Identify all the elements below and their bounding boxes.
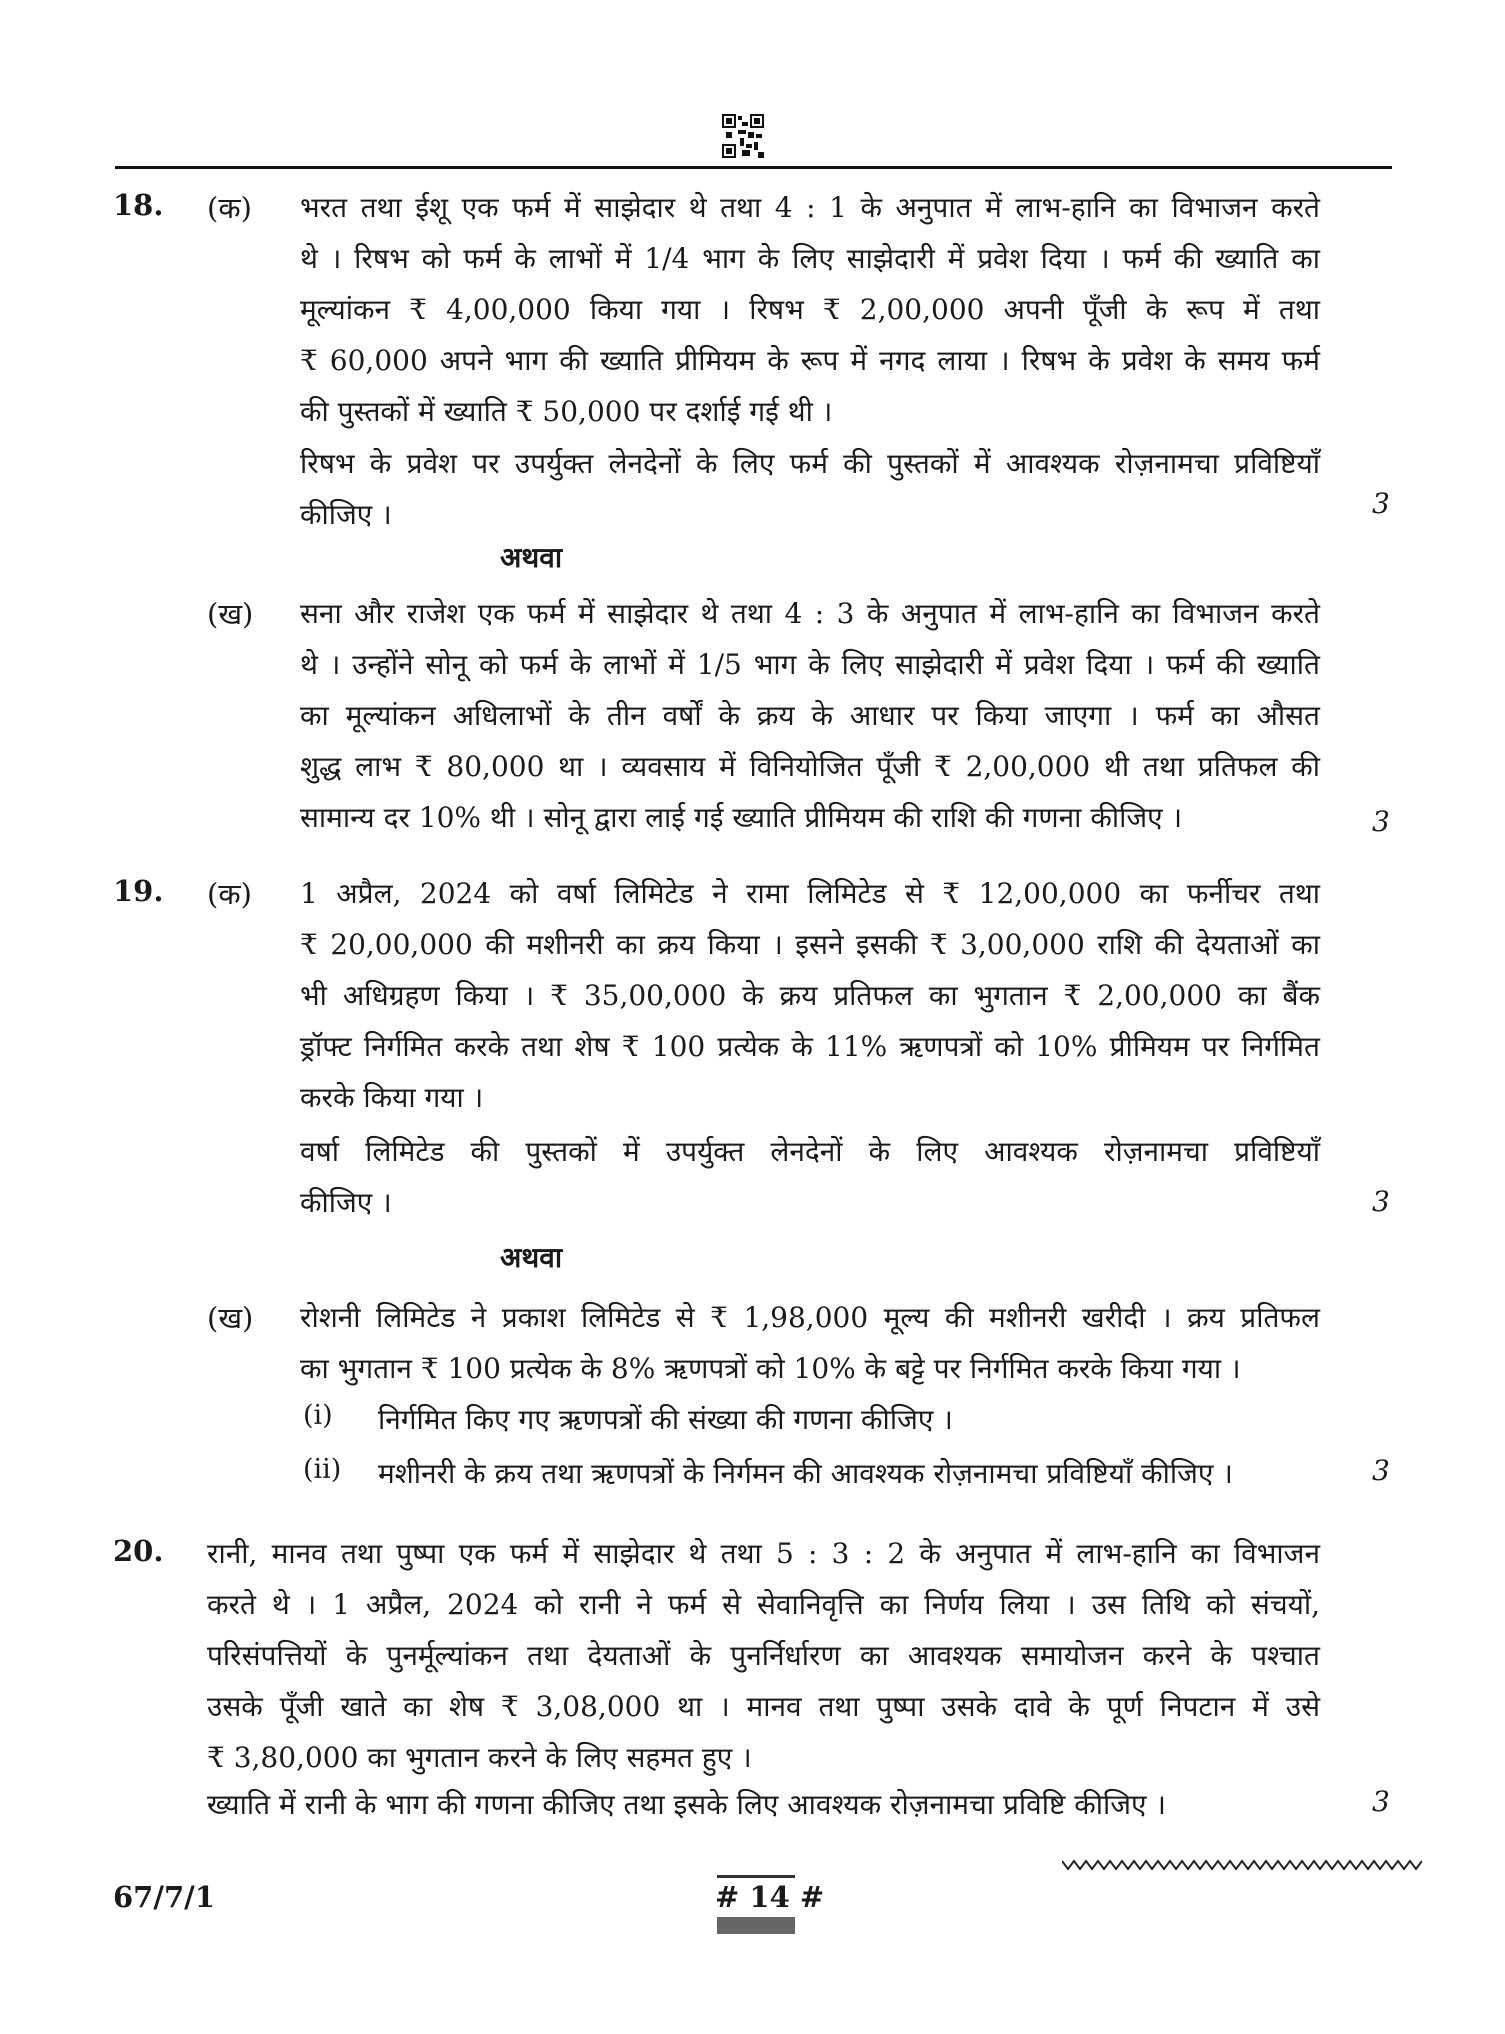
- q18-part-a-label: (क): [207, 191, 252, 225]
- text-line: मूल्यांकन ₹ 4,00,000 किया गया । रिषभ ₹ 2,00,000 अपनी पूँजी के रूप में तथा: [300, 293, 1320, 326]
- q19-part-b-text: [300, 1298, 1320, 1400]
- header-rule: [115, 166, 1392, 169]
- q19-part-b-label: (ख): [207, 1301, 254, 1335]
- text-line: शुद्ध लाभ ₹ 80,000 था । व्यवसाय में विनियोजित पूँजी ₹ 2,00,000 थी तथा प्रतिफल की: [300, 750, 1320, 783]
- question-number-19: 19.: [113, 874, 164, 908]
- question-number-18: 18.: [113, 188, 164, 222]
- text-line: की पुस्तकों में ख्याति ₹ 50,000 पर दर्शाई गई थी ।: [300, 395, 833, 428]
- q19-b-subpart-i-text: [378, 1400, 998, 1451]
- text-line: ड्रॉफ्ट निर्गमित करके तथा शेष ₹ 100 प्रत्येक के 11% ऋणपत्रों को 10% प्रीमियम पर निर्गमित: [300, 1030, 1320, 1063]
- text-line: भरत तथा ईशू एक फर्म में साझेदार थे तथा 4 : 1 के अनुपात में लाभ-हानि का विभाजन करते: [300, 191, 1320, 224]
- q18-part-a-instruction: [300, 444, 1320, 546]
- page-number-bottom-bar: [717, 1917, 795, 1934]
- text-line: ख्याति में रानी के भाग की गणना कीजिए तथा इसके लिए आवश्यक रोज़नामचा प्रविष्टि कीजिए ।: [207, 1788, 1166, 1821]
- text-line: रानी, मानव तथा पुष्पा एक फर्म में साझेदार थे तथा 5 : 3 : 2 के अनुपात में लाभ-हानि का विभाजन: [207, 1537, 1320, 1570]
- text-line: 1 अप्रैल, 2024 को वर्षा लिमिटेड ने रामा लिमिटेड से ₹ 12,00,000 का फर्नीचर तथा: [300, 877, 1320, 910]
- text-line: मशीनरी के क्रय तथा ऋणपत्रों के निर्गमन की आवश्यक रोज़नामचा प्रविष्टियाँ कीजिए ।: [378, 1457, 1233, 1490]
- qr-code-icon: [722, 114, 764, 158]
- text-line: भी अधिग्रहण किया । ₹ 35,00,000 के क्रय प्रतिफल का भुगतान ₹ 2,00,000 का बैंक: [300, 979, 1320, 1012]
- q18-or-label: अथवा: [500, 541, 563, 574]
- text-line: का भुगतान ₹ 100 प्रत्येक के 8% ऋणपत्रों को 10% के बट्टे पर निर्गमित करके किया गया ।: [300, 1352, 1241, 1385]
- q19-or-label: अथवा: [500, 1241, 563, 1274]
- question-number-20: 20.: [113, 1534, 164, 1568]
- q19-b-marks: 3: [1372, 1454, 1390, 1487]
- page-number-top-bar: [717, 1875, 795, 1878]
- q19-b-subpart-i-label: (i): [303, 1400, 333, 1431]
- q18-part-a-text: [300, 188, 1320, 443]
- text-line: करके किया गया ।: [300, 1081, 484, 1114]
- q19-b-subpart-ii-text: [378, 1454, 1318, 1505]
- q20-text: [207, 1534, 1320, 1789]
- text-line: कीजिए ।: [300, 1186, 392, 1219]
- text-line: निर्गमित किए गए ऋणपत्रों की संख्या की गणना कीजिए ।: [378, 1403, 953, 1436]
- q18-a-marks: 3: [1372, 487, 1390, 520]
- text-line: करते थे । 1 अप्रैल, 2024 को रानी ने फर्म से सेवानिवृत्ति का निर्णय लिया । उस तिथि को संचयों,: [207, 1588, 1320, 1621]
- paper-code: 67/7/1: [113, 1880, 215, 1914]
- q20-instruction: [207, 1785, 1320, 1836]
- q18-part-b-text: [300, 594, 1320, 849]
- q19-part-a-instruction: [300, 1132, 1320, 1234]
- q19-part-a-label: (क): [207, 877, 252, 911]
- text-line: ₹ 20,00,000 की मशीनरी का क्रय किया । इसने इसकी ₹ 3,00,000 राशि की देयताओं का: [300, 928, 1320, 961]
- q18-part-b-label: (ख): [207, 597, 254, 631]
- text-line: परिसंपत्तियों के पुनर्मूल्यांकन तथा देयताओं के पुनर्निर्धारण का आवश्यक समायोजन करने के पश्चात: [207, 1639, 1320, 1672]
- text-line: का मूल्यांकन अधिलाभों के तीन वर्षों के क्रय के आधार पर किया जाएगा । फर्म का औसत: [300, 699, 1320, 732]
- text-line: कीजिए ।: [300, 498, 392, 531]
- text-line: रोशनी लिमिटेड ने प्रकाश लिमिटेड से ₹ 1,98,000 मूल्य की मशीनरी खरीदी । क्रय प्रतिफल: [300, 1301, 1320, 1334]
- text-line: ₹ 60,000 अपने भाग की ख्याति प्रीमियम के रूप में नगद लाया । रिषभ के प्रवेश के समय फर्म: [300, 344, 1320, 377]
- text-line: सना और राजेश एक फर्म में साझेदार थे तथा 4 : 3 के अनुपात में लाभ-हानि का विभाजन करते: [300, 597, 1320, 630]
- q19-b-subpart-ii-label: (ii): [303, 1454, 342, 1485]
- text-line: सामान्य दर 10% थी । सोनू द्वारा लाई गई ख्याति प्रीमियम की राशि की गणना कीजिए ।: [300, 801, 1183, 834]
- q19-part-a-text: [300, 874, 1320, 1129]
- text-line: ₹ 3,80,000 का भुगतान करने के लिए सहमत हुए ।: [207, 1741, 752, 1774]
- text-line: उसके पूँजी खाते का शेष ₹ 3,08,000 था । मानव तथा पुष्पा उसके दावे के पूर्ण निपटान में उसे: [207, 1690, 1320, 1723]
- text-line: वर्षा लिमिटेड की पुस्तकों में उपर्युक्त लेनदेनों के लिए आवश्यक रोज़नामचा प्रविष्टियाँ: [300, 1135, 1320, 1168]
- text-line: रिषभ के प्रवेश पर उपर्युक्त लेनदेनों के लिए फर्म की पुस्तकों में आवश्यक रोज़नामचा प्रविष्टियाँ: [300, 447, 1320, 480]
- q20-marks: 3: [1372, 1785, 1390, 1818]
- text-line: थे । रिषभ को फर्म के लाभों में 1/4 भाग के लिए साझेदारी में प्रवेश दिया । फर्म की ख्याति का: [300, 242, 1320, 275]
- end-of-section-wavy-line: [1062, 1855, 1422, 1875]
- page-number: # 14 #: [715, 1880, 825, 1914]
- q18-b-marks: 3: [1372, 805, 1390, 838]
- q19-a-marks: 3: [1372, 1185, 1390, 1218]
- text-line: थे । उन्होंने सोनू को फर्म के लाभों में 1/5 भाग के लिए साझेदारी में प्रवेश दिया । फर्म की ख्याति: [300, 648, 1320, 681]
